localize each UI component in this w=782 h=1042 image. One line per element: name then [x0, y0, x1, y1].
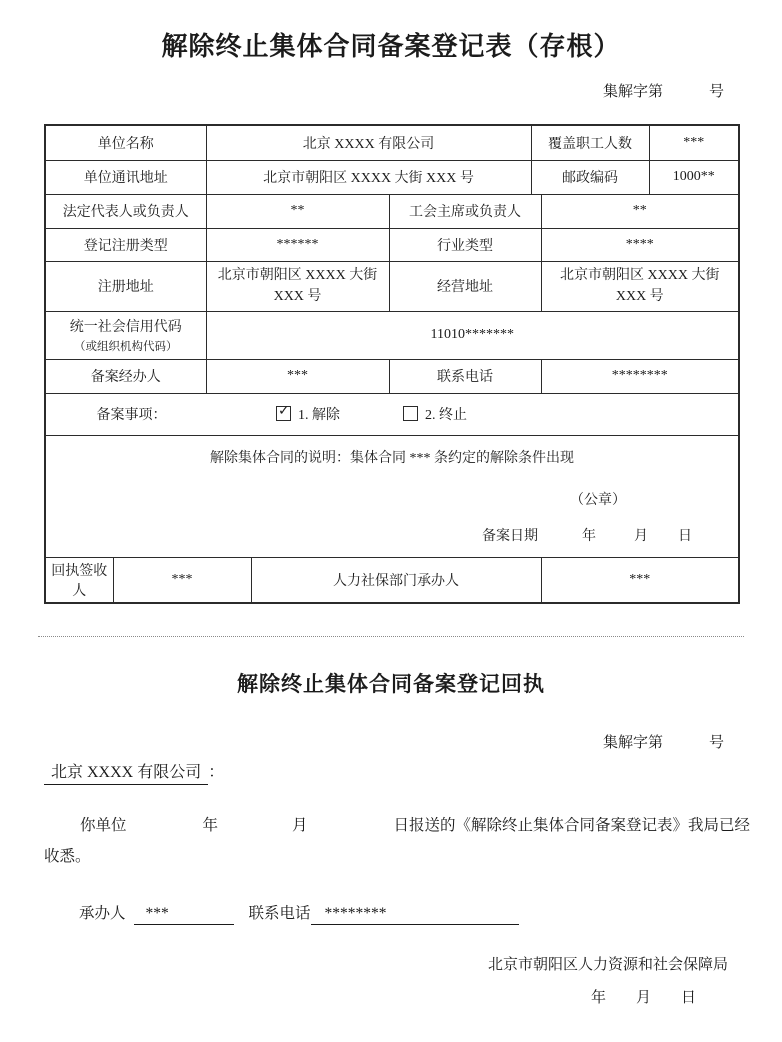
receipt-ref-prefix: 集解字第 [602, 735, 663, 751]
filing-items-cell [45, 393, 739, 435]
unit-name-value: 北京 XXXX 有限公司 [206, 125, 531, 160]
stub-ref-blank [663, 80, 709, 101]
legal-rep-label: 法定代表人或负责人 [45, 194, 206, 228]
credit-code-label [45, 311, 206, 359]
stub-table [44, 124, 740, 604]
receipt-ref-blank [663, 731, 709, 752]
stub-ref-prefix: 集解字第 [602, 84, 663, 100]
explanation-label: 解除集体合同的说明： [210, 451, 350, 466]
filing-date-day: 日 [678, 529, 693, 544]
filing-date-month: 月 [634, 529, 649, 544]
footer-date-month: 月 [635, 990, 651, 1006]
footer-date-year: 年 [590, 990, 606, 1006]
cut-line-divider [38, 636, 744, 637]
stub-ref-suffix: 号 [708, 84, 724, 100]
hr-agent-label: 人力社保部门承办人 [251, 557, 541, 603]
receipt-body-line2: 收悉。 [44, 848, 91, 865]
filing-option-dissolve [213, 404, 403, 424]
filing-date-label: 备案日期 [482, 529, 539, 544]
checkbox-unchecked-icon[interactable] [403, 406, 418, 421]
footer-date-day: 日 [680, 990, 696, 1006]
credit-code-label-sub: （或组织机构代码） [74, 341, 178, 353]
receipt-body-rest: 日报送的《解除终止集体合同备案登记表》我局已经 [393, 817, 751, 834]
table-row [45, 359, 739, 393]
seal-placeholder: （公章） [570, 493, 627, 508]
filing-date-year: 年 [582, 529, 597, 544]
union-chair-label: 工会主席或负责人 [389, 194, 541, 228]
receipt-signer-label: 回执签收人 [45, 557, 113, 603]
contact-phone-label: 联系电话 [389, 359, 541, 393]
credit-code-value: 11010******* [206, 311, 739, 359]
filing-items-label: 备案事项： [96, 408, 167, 423]
receipt-ref-suffix: 号 [708, 735, 724, 751]
footer-date-line [0, 986, 782, 1007]
table-row [45, 393, 739, 435]
receipt-company-colon: ： [208, 764, 225, 781]
reg-address-value: 北京市朝阳区 XXXX 大街 XXX 号 [206, 261, 389, 311]
receipt-year: 年 [202, 817, 219, 834]
covered-staff-value: *** [649, 125, 739, 160]
stub-ref-line [0, 80, 782, 101]
filing-option-dissolve-label: 1. 解除 [298, 408, 340, 423]
covered-staff-label: 覆盖职工人数 [531, 125, 649, 160]
handler-line [79, 901, 519, 925]
business-address-value: 北京市朝阳区 XXXX 大街 XXX 号 [541, 261, 739, 311]
explanation-cell [45, 435, 739, 557]
receipt-ref-line [0, 731, 782, 752]
hr-agent-value: *** [541, 557, 739, 603]
stub-title: 解除终止集体合同备案登记表（存根） [161, 31, 621, 61]
handler-value-blank: *** [134, 905, 234, 925]
legal-rep-value: ** [206, 194, 389, 228]
filing-agent-value: *** [206, 359, 389, 393]
checkbox-checked-icon[interactable] [276, 406, 291, 421]
receipt-body [44, 810, 751, 872]
receipt-you-unit: 你单位 [80, 817, 127, 834]
explanation-value: 集体合同 *** 条约定的解除条件出现 [350, 451, 574, 466]
table-row [45, 311, 739, 359]
postal-code-value: 1000** [649, 160, 739, 194]
unit-address-value: 北京市朝阳区 XXXX 大街 XXX 号 [206, 160, 531, 194]
postal-code-label: 邮政编码 [531, 160, 649, 194]
credit-code-label-main: 统一社会信用代码 [69, 320, 182, 335]
unit-name-label: 单位名称 [45, 125, 206, 160]
receipt-signer-value: *** [113, 557, 251, 603]
receipt-company-line [44, 759, 224, 785]
table-row [45, 557, 739, 603]
business-address-label: 经营地址 [389, 261, 541, 311]
receipt-title: 解除终止集体合同备案登记回执 [237, 673, 545, 696]
contact-phone-value: ******** [541, 359, 739, 393]
industry-type-label: 行业类型 [389, 228, 541, 261]
table-row [45, 261, 739, 311]
filing-option-terminate-label: 2. 终止 [425, 408, 467, 423]
explanation-line [50, 447, 734, 467]
reg-type-value: ****** [206, 228, 389, 261]
union-chair-value: ** [541, 194, 739, 228]
table-row [45, 435, 739, 557]
table-row [45, 228, 739, 261]
unit-address-label: 单位通讯地址 [45, 160, 206, 194]
handler-label: 承办人 [79, 905, 126, 922]
table-row [45, 160, 739, 194]
industry-type-value: **** [541, 228, 739, 261]
filing-option-terminate [403, 404, 467, 424]
reg-address-label: 注册地址 [45, 261, 206, 311]
filing-date-line [50, 525, 734, 545]
phone-value-blank: ******** [311, 905, 519, 925]
table-row [45, 125, 739, 160]
filing-agent-label: 备案经办人 [45, 359, 206, 393]
phone-label: 联系电话 [248, 905, 311, 922]
receipt-body-line1 [44, 810, 751, 841]
authority-name: 北京市朝阳区人力资源和社会保障局 [487, 957, 728, 973]
table-row [45, 194, 739, 228]
receipt-company-name: 北京 XXXX 有限公司 [44, 759, 208, 785]
reg-type-label: 登记注册类型 [45, 228, 206, 261]
receipt-month: 月 [292, 817, 308, 834]
